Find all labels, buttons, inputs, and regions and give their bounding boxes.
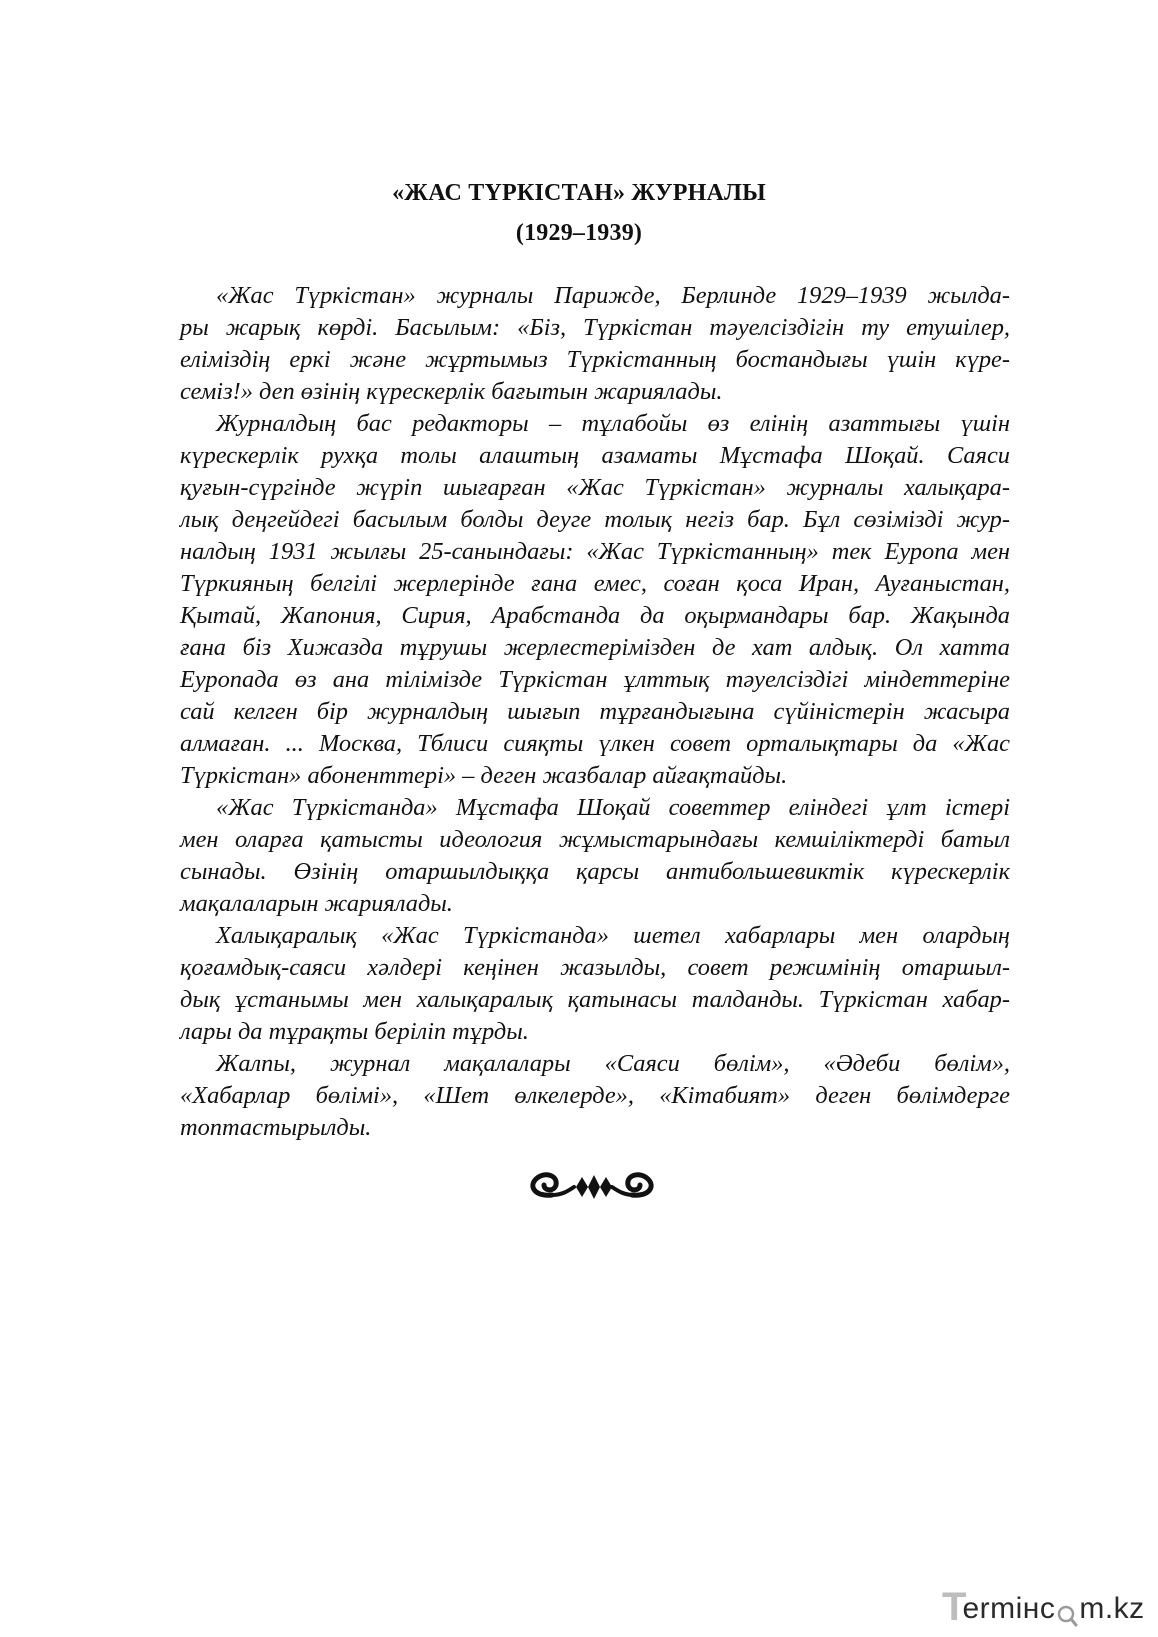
paragraph-line: еліміздің еркі және жұртымыз Түркістанның бостандығы үшін күре- — [180, 346, 1010, 373]
paragraph-line: Халықаралық «Жас Түркістанда» шетел хабарлары мен олардың — [216, 922, 1010, 949]
paragraph — [180, 1048, 1010, 1144]
paragraph — [180, 920, 1010, 1048]
page-title: «ЖАС ТҮРКІСТАН» ЖУРНАЛЫ — [392, 180, 766, 206]
paragraph-line: «Жас Түркістан» журналы Парижде, Берлинде 1929–1939 жылда- — [216, 282, 1010, 309]
paragraph-line: дық ұстанымы мен халықаралық қатынасы талданды. Түркістан хабар- — [180, 986, 1010, 1013]
watermark-text-start: ermінc — [962, 1592, 1056, 1625]
paragraph-line: ры жарық көрді. Басылым: «Біз, Түркістан тәуелсіздігін ту етушілер, — [180, 314, 1010, 341]
paragraph-line: қуғын-сүргінде жүріп шығарған «Жас Түркістан» журналы халықара- — [180, 474, 1010, 501]
paragraph-line: сынады. Өзінің отаршылдыққа қарсы антибольшевиктік күрескерлік — [180, 858, 1010, 885]
paragraph-line: ғана біз Хижазда тұрушы жерлестерімізден де хат алдық. Ол хатта — [180, 634, 1010, 661]
paragraph-line: «Хабарлар бөлімі», «Шет өлкелерде», «Кітабият» деген бөлімдерге — [180, 1082, 1010, 1109]
paragraph-line: мақалаларын жариялады. — [180, 890, 453, 917]
watermark-logo-letter: T — [942, 1585, 967, 1629]
article-body — [180, 280, 1010, 1144]
paragraph — [180, 792, 1010, 920]
page-subtitle-years: (1929–1939) — [515, 220, 643, 246]
paragraph-line: Түркияның белгілі жерлерінде ғана емес, соған қоса Иран, Ауғаныстан, — [180, 570, 1010, 597]
paragraph-line: Жалпы, журнал мақалалары «Саяси бөлім», «Әдеби бөлім», — [216, 1050, 1010, 1077]
paragraph-line: Түркістан» абоненттері» – деген жазбалар айғақтайды. — [180, 762, 788, 789]
paragraph-line: налдың 1931 жылғы 25-санындағы: «Жас Түркістанның» тек Еуропа мен — [180, 538, 1010, 565]
paragraph-line: топтастырылды. — [180, 1114, 372, 1141]
watermark-text-end: m.kz — [1079, 1592, 1145, 1625]
paragraph-line: сай келген бір журналдың шығып тұрғандығына сүйіністерін жасыра — [180, 698, 1010, 725]
site-watermark — [942, 1585, 1145, 1627]
paragraph-line: мен оларға қатысты идеология жұмыстарындағы кемшіліктерді батыл — [180, 826, 1010, 853]
magnifier-icon — [1056, 1597, 1078, 1627]
paragraph-line: Қытай, Жапония, Сирия, Арабстанда да оқырмандары бар. Жақында — [180, 602, 1010, 629]
paragraph-line: «Жас Түркістанда» Мұстафа Шоқай советтер еліндегі ұлт істері — [216, 794, 1010, 821]
paragraph-line: қоғамдық-саяси хәлдері кеңінен жазылды, совет режимінің отаршыл- — [180, 954, 1010, 981]
paragraph — [180, 408, 1010, 792]
paragraph — [180, 280, 1010, 408]
paragraph-line: лық деңгейдегі басылым болды деуге толық негіз бар. Бұл сөзімізді жур- — [180, 506, 1010, 533]
paragraph-line: алмаған. ... Москва, Тблиси сияқты үлкен совет орталықтары да «Жас — [180, 730, 1010, 757]
paragraph-line: күрескерлік рухқа толы алаштың азаматы Мұстафа Шоқай. Саяси — [180, 442, 1010, 469]
paragraph-line: лары да тұрақты беріліп тұрды. — [180, 1018, 529, 1045]
decorative-flourish-icon — [522, 1165, 662, 1211]
paragraph-line: Еуропада өз ана тілімізде Түркістан ұлттық тәуелсіздігі міндеттеріне — [180, 666, 1010, 693]
paragraph-line: семіз!» деп өзінің күрескерлік бағытын жариялады. — [180, 378, 723, 405]
paragraph-line: Журналдың бас редакторы – тұлабойы өз елінің азаттығы үшін — [216, 410, 1010, 437]
